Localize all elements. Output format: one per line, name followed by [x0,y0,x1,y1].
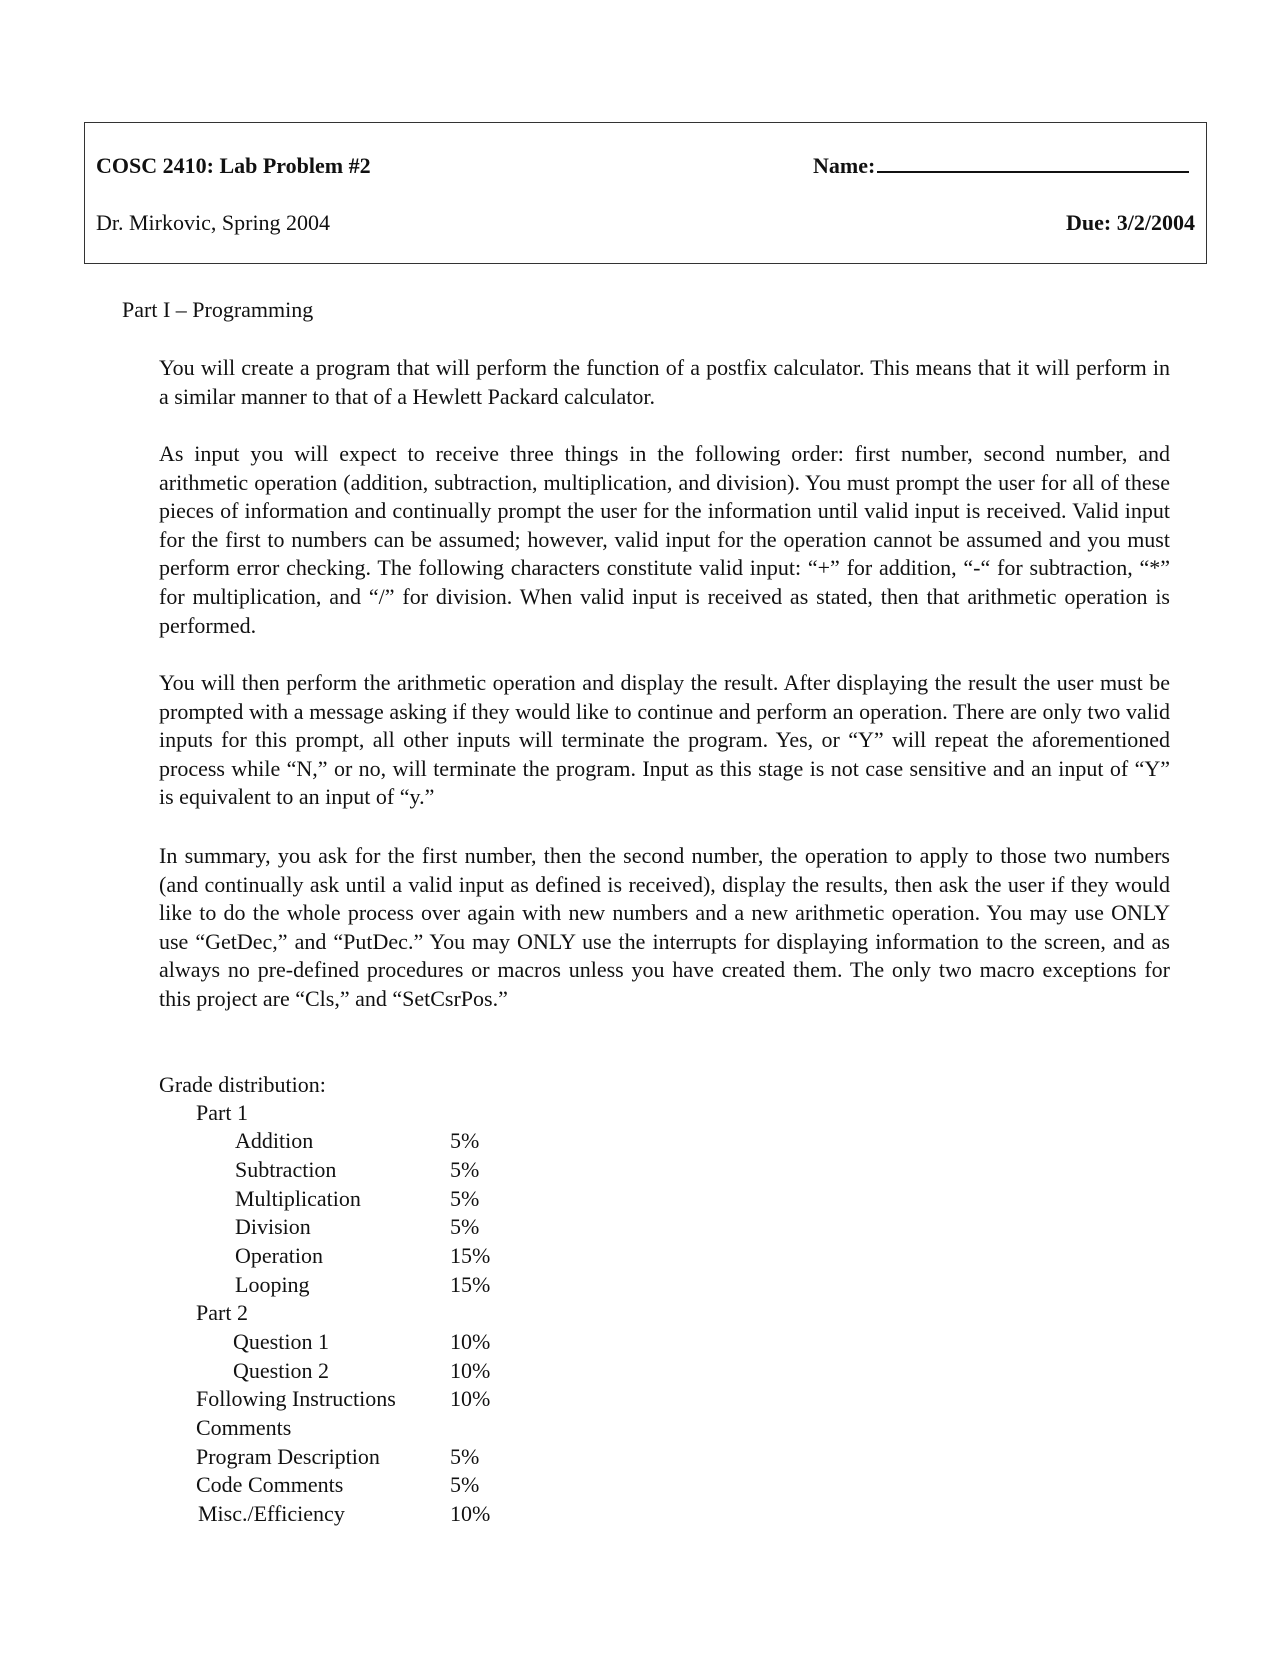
grade-label: Operation [235,1243,323,1268]
grade-percent: 5% [450,1214,480,1239]
name-field [813,153,1189,179]
grade-percent: 15% [450,1243,491,1268]
grade-label: Code Comments [196,1472,344,1497]
paragraph-summary: In summary, you ask for the first number, then the second number, the operation to apply to those two numbers (and continually ask until a valid input as defined is received), display the results, then ask the user if they would like to do the whole process over again with new numbers and a new arithmetic operation. You may use ONLY use “GetDec,” and “PutDec.” You may ONLY use the interrupts for displaying information to the screen, and as always no pre-defined procedures or macros unless you have created them. The only two macro exceptions for this project are “Cls,” and “SetCsrPos.” [159,843,1170,1011]
grade-label: Program Description [196,1444,380,1469]
paragraph-intro: You will create a program that will perform the function of a postfix calculator. This means that it will perform in a similar manner to that of a Hewlett Packard calculator. [159,355,1170,409]
paragraph-input: As input you will expect to receive three things in the following order: first number, second number, and arithmetic operation (addition, subtraction, multiplication, and division). You must prompt the user for all of these pieces of information and continually prompt the user for the information until valid input is received. Valid input for the first to numbers can be assumed; however, valid input for the operation cannot be assumed and you must perform error checking. The following characters constitute valid input: “+” for addition, “-“ for subtraction, “*” for multiplication, and “/” for division. When valid input is received as stated, then that arithmetic operation is performed. [159,441,1170,638]
grade-percent: 10% [450,1358,491,1383]
grade-label: Subtraction [235,1157,337,1182]
grade-label: Question 1 [233,1329,329,1354]
grade-percent: 5% [450,1128,480,1153]
instructor-term: Dr. Mirkovic, Spring 2004 [96,210,331,235]
grade-label: Part 1 [196,1100,248,1125]
grade-label: Looping [235,1272,310,1297]
grade-percent: 15% [450,1272,491,1297]
name-label: Name: [813,153,876,178]
grade-label: Part 2 [196,1300,248,1325]
part-heading: Part I – Programming [122,297,314,322]
paragraph-output: You will then perform the arithmetic operation and display the result. After displaying the result the user must be prompted with a message asking if they would like to continue and perform an operation. There are only two valid inputs for this prompt, all other inputs will terminate the program. Yes, or “Y” will repeat the aforementioned process while “N,” or no, will terminate the program. Input as this stage is not case sensitive and an input of “Y” is equivalent to an input of “y.” [159,670,1170,810]
grade-label: Addition [235,1128,314,1153]
grade-label: Following Instructions [196,1386,396,1411]
grade-percent: 10% [450,1386,491,1411]
name-blank-line [877,153,1189,173]
grade-label: Question 2 [233,1358,329,1383]
grade-percent: 5% [450,1157,480,1182]
grade-percent: 10% [450,1329,491,1354]
grade-distribution-title: Grade distribution: [159,1072,326,1097]
grade-label: Misc./Efficiency [198,1501,345,1526]
header-box [84,122,1207,264]
grade-label: Comments [196,1415,292,1440]
grade-percent: 5% [450,1472,480,1497]
grade-label: Multiplication [235,1186,361,1211]
grade-percent: 5% [450,1444,480,1469]
grade-label: Division [235,1214,311,1239]
course-title: COSC 2410: Lab Problem #2 [96,153,371,178]
grade-percent: 10% [450,1501,491,1526]
grade-percent: 5% [450,1186,480,1211]
due-date: Due: 3/2/2004 [1066,210,1195,235]
